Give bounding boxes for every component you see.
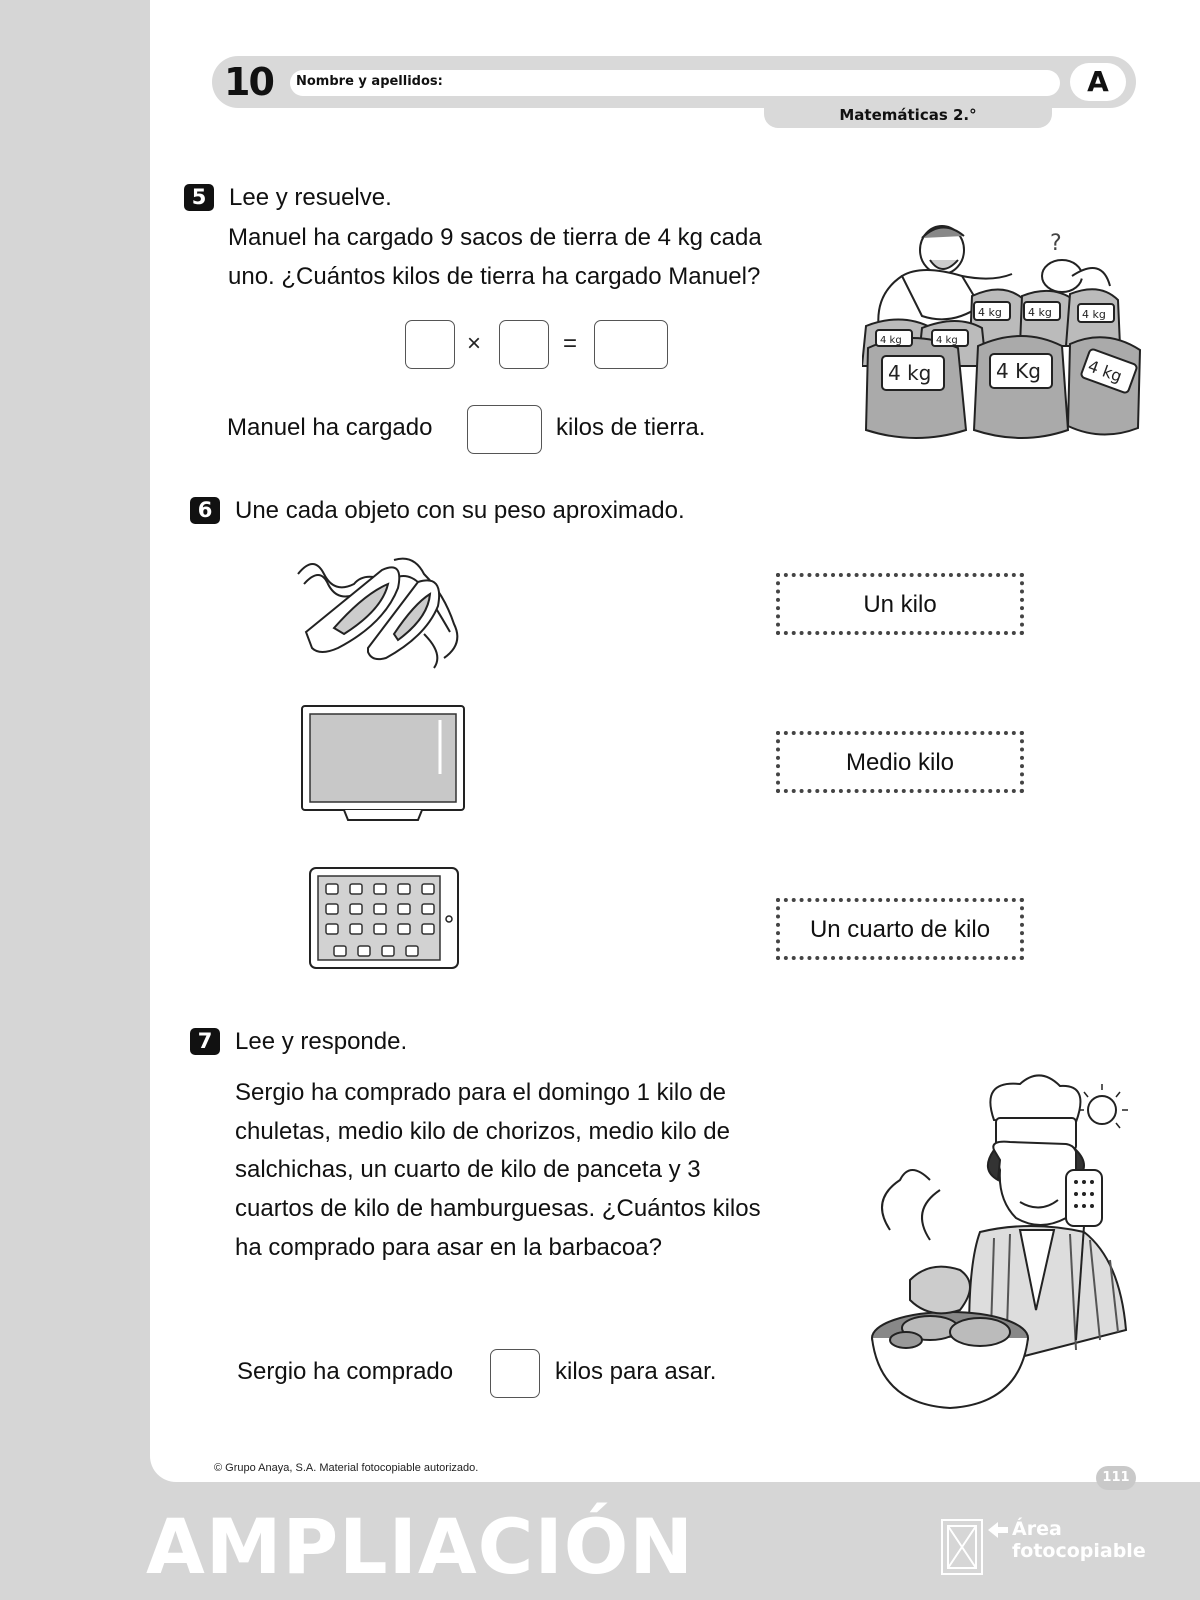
- photocopy-area-label: [1012, 1518, 1146, 1562]
- section-title: AMPLIACIÓN: [146, 1502, 694, 1591]
- exercise-5-badge: 5: [184, 184, 214, 211]
- exercise-7-problem-line3: salchichas, un cuarto de kilo de panceta y 3: [235, 1156, 701, 1183]
- exercise-6-badge: 6: [190, 497, 220, 524]
- name-label: Nombre y apellidos:: [296, 74, 443, 89]
- sack-label: 4 kg: [880, 335, 902, 346]
- photocopy-area-line2: fotocopiable: [1012, 1540, 1146, 1562]
- exercise-7-problem-line4: cuartos de kilo de hamburguesas. ¿Cuántos kilos: [235, 1195, 761, 1222]
- exercise-5-answer-box[interactable]: [467, 405, 542, 454]
- equals-sign: =: [563, 330, 578, 357]
- exercise-5-answer-suffix: kilos de tierra.: [556, 414, 706, 441]
- exercise-7-instruction: Lee y responde.: [235, 1028, 408, 1055]
- copyright-notice: © Grupo Anaya, S.A. Material fotocopiable autorizado.: [214, 1462, 479, 1474]
- exercise-7-answer-box[interactable]: [490, 1349, 540, 1398]
- page-number: 111: [1096, 1466, 1136, 1490]
- subject-label: Matemáticas 2.°: [764, 100, 1052, 128]
- weight-option-un-kilo[interactable]: Un kilo: [776, 573, 1024, 635]
- exercise-7-problem-line1: Sergio ha comprado para el domingo 1 kilo de: [235, 1079, 726, 1106]
- exercise-5-instruction: Lee y resuelve.: [229, 184, 392, 211]
- weight-option-medio-kilo[interactable]: Medio kilo: [776, 731, 1024, 793]
- exercise-7-badge: 7: [190, 1028, 220, 1055]
- exercise-5-problem-line1: Manuel ha cargado 9 sacos de tierra de 4 kg cada: [228, 224, 762, 251]
- level-letter: A: [1070, 63, 1126, 101]
- ballet-shoes-image[interactable]: [294, 554, 474, 672]
- factor2-answer-box[interactable]: [499, 320, 549, 369]
- sack-label: 4 kg: [1085, 356, 1125, 387]
- product-answer-box[interactable]: [594, 320, 668, 369]
- exercise-7-answer-suffix: kilos para asar.: [555, 1358, 717, 1385]
- exercise-7-problem-line2: chuletas, medio kilo de chorizos, medio kilo de: [235, 1118, 730, 1145]
- television-image[interactable]: [300, 704, 468, 826]
- exercise-7-problem-line5: ha comprado para asar en la barbacoa?: [235, 1234, 662, 1261]
- sack-label: 4 kg: [1028, 306, 1052, 319]
- svg-text:?: ?: [1050, 231, 1062, 256]
- unit-number: 10: [224, 60, 273, 104]
- tablet-image[interactable]: [308, 866, 460, 970]
- photocopy-area-line1: Área: [1012, 1518, 1062, 1540]
- sack-label: 4 kg: [978, 306, 1002, 319]
- sack-label: 4 kg: [888, 361, 932, 385]
- sack-label: 4 Kg: [996, 359, 1041, 383]
- photocopy-icon: [940, 1518, 1010, 1576]
- exercise-5-problem-line2: uno. ¿Cuántos kilos de tierra ha cargado Manuel?: [228, 263, 761, 290]
- exercise-7-answer-prefix: Sergio ha comprado: [237, 1358, 454, 1385]
- sack-label: 4 kg: [936, 335, 958, 346]
- weight-option-un-cuarto-de-kilo[interactable]: Un cuarto de kilo: [776, 898, 1024, 960]
- sack-label: 4 kg: [1082, 308, 1106, 321]
- factor1-answer-box[interactable]: [405, 320, 455, 369]
- exercise-5-answer-prefix: Manuel ha cargado: [227, 414, 433, 441]
- exercise-6-instruction: Une cada objeto con su peso aproximado.: [235, 497, 685, 524]
- times-sign: ×: [467, 330, 482, 357]
- man-with-sacks-illustration: [862, 216, 1144, 456]
- chef-barbecue-illustration: [870, 1070, 1146, 1410]
